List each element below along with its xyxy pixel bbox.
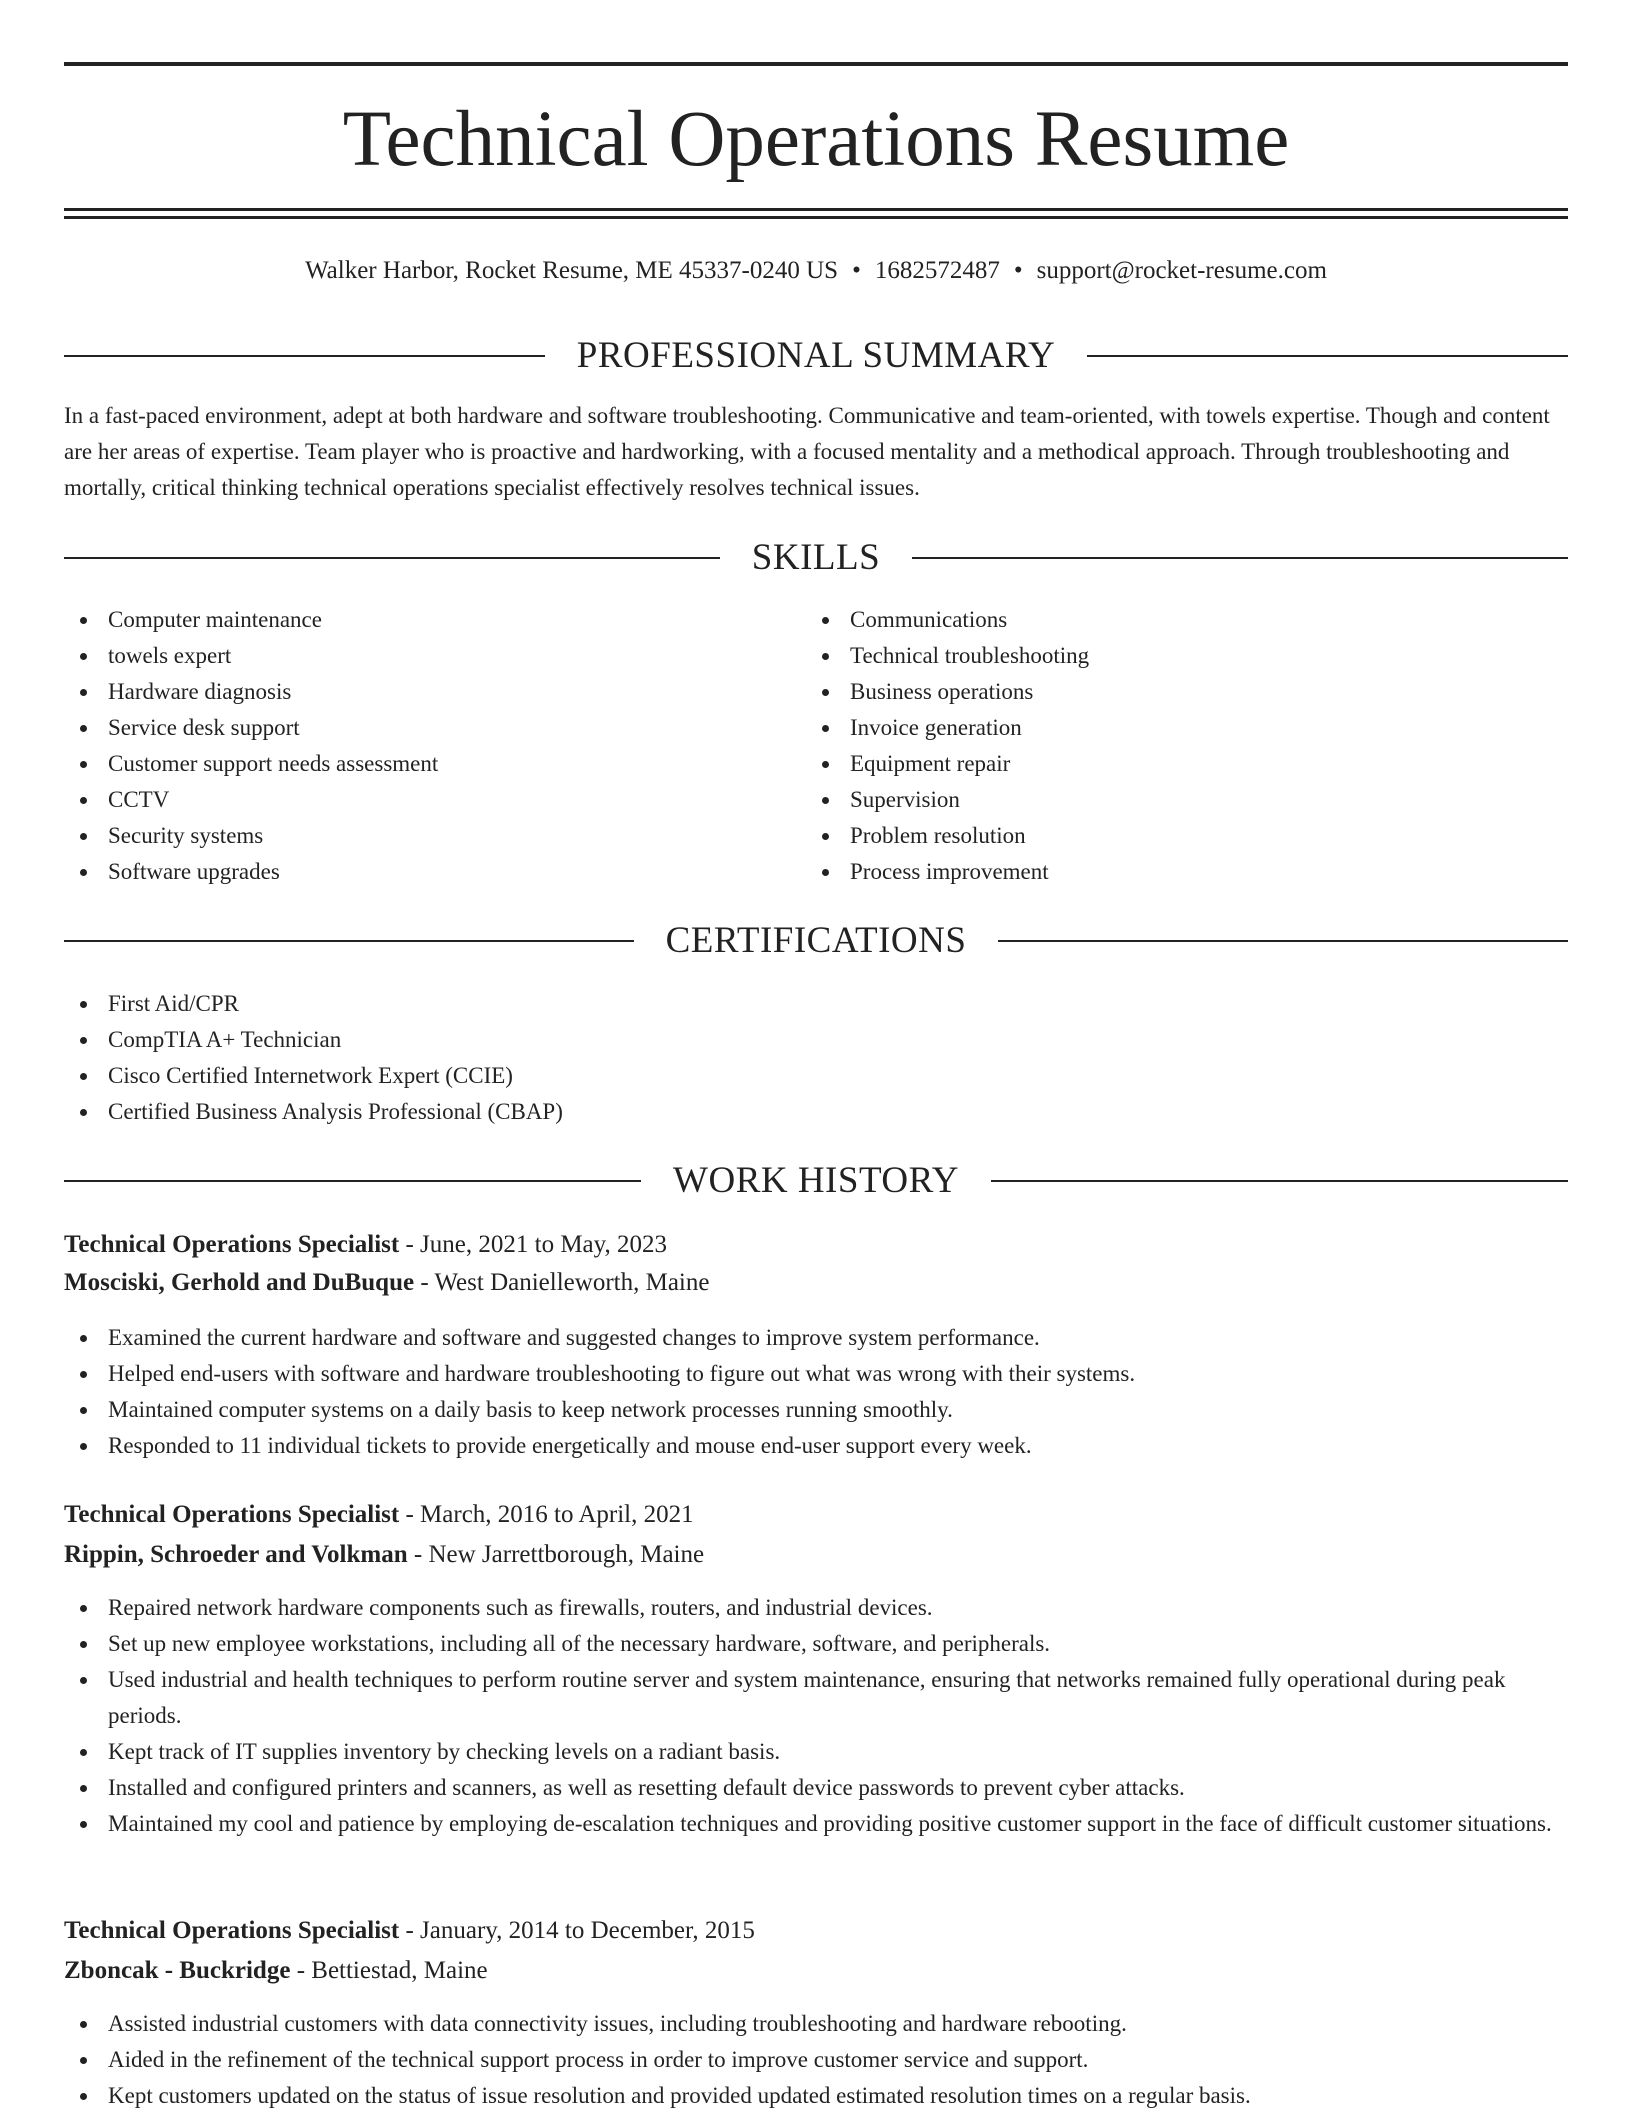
job-bullet: Responded to 11 individual tickets to provide energetically and mouse end-user support every week.: [64, 1428, 1568, 1464]
job-bullet: Helped end-users with software and hardware troubleshooting to figure out what was wrong with their systems.: [64, 1356, 1568, 1392]
skill-item: Customer support needs assessment: [64, 746, 804, 782]
contact-phone: 1682572487: [874, 257, 1000, 284]
job-title: Technical Operations Specialist: [64, 1231, 400, 1258]
page-title: Technical Operations Resume: [342, 96, 1290, 183]
contact-address: Walker Harbor, Rocket Resume, ME 45337-0240 US: [305, 257, 839, 284]
skill-item: Hardware diagnosis: [64, 674, 804, 710]
job-company: Zboncak - Buckridge: [64, 1957, 291, 1984]
contact-separator: •: [852, 257, 861, 284]
job-company-line: [64, 1264, 1568, 1302]
job-title: Technical Operations Specialist: [64, 1501, 400, 1528]
skills-heading-text: SKILLS: [751, 537, 881, 578]
skill-item: Security systems: [64, 818, 804, 854]
skills-list-right: [806, 602, 1546, 890]
skill-item: Service desk support: [64, 710, 804, 746]
job-title-line: [64, 1496, 1568, 1534]
skills-list-left: [64, 602, 804, 890]
job-company-line: [64, 1952, 1568, 1990]
summary-heading-text: PROFESSIONAL SUMMARY: [576, 335, 1056, 376]
contact-separator: •: [1013, 257, 1023, 284]
contact-line: [64, 254, 1568, 288]
job-company-line: [64, 1536, 1568, 1574]
job-bullets: [64, 1590, 1568, 1842]
job-bullet: Used industrial and health techniques to perform routine server and system maintenance, ensuring that networks remained fully operational during peak periods.: [64, 1662, 1568, 1734]
skill-item: towels expert: [64, 638, 804, 674]
work-history-heading-text: WORK HISTORY: [673, 1160, 959, 1201]
job-location: - Bettiestad, Maine: [290, 1957, 488, 1984]
contact-email: support@rocket-resume.com: [1036, 257, 1327, 284]
job-bullet: Examined the current hardware and software and suggested changes to improve system performance.: [64, 1320, 1568, 1356]
heading-rule: [64, 557, 720, 559]
skill-item: Technical troubleshooting: [806, 638, 1546, 674]
skill-item: Problem resolution: [806, 818, 1546, 854]
heading-rule: [1087, 355, 1568, 357]
skill-item: Supervision: [806, 782, 1546, 818]
job-bullet: Aided in the refinement of the technical support process in order to improve customer service and support.: [64, 2042, 1568, 2078]
skill-item: Computer maintenance: [64, 602, 804, 638]
job-title-line: [64, 1226, 1568, 1264]
heading-rule: [64, 940, 634, 942]
job-dates: - March, 2016 to April, 2021: [399, 1501, 694, 1528]
certifications-heading-text: CERTIFICATIONS: [665, 920, 967, 961]
job-title: Technical Operations Specialist: [64, 1917, 400, 1944]
job-bullet: Installed and configured printers and scanners, as well as resetting default device passwords to prevent cyber attacks.: [64, 1770, 1568, 1806]
certification-item: First Aid/CPR: [64, 986, 1568, 1022]
skill-item: Process improvement: [806, 854, 1546, 890]
job-dates: - June, 2021 to May, 2023: [399, 1231, 668, 1258]
heading-rule: [991, 1180, 1568, 1182]
certification-item: CompTIA A+ Technician: [64, 1022, 1568, 1058]
skills-heading: [64, 538, 1568, 578]
heading-rule: [64, 1180, 641, 1182]
job-bullets: [64, 2006, 1568, 2114]
job-dates: - January, 2014 to December, 2015: [399, 1917, 755, 1944]
summary-text: In a fast-paced environment, adept at both hardware and software troubleshooting. Communicative and team-oriented, with towels expertise. Though and content are her areas of expertise. Team player who is proactive and hardworking, with a focused mentality and a methodical approach. Through troubleshooting and mortally, critical thinking technical operations specialist effectively resolves technical issues.: [64, 403, 1550, 500]
heading-rule: [64, 355, 545, 357]
job-location: - West Danielleworth, Maine: [414, 1269, 710, 1296]
skill-item: CCTV: [64, 782, 804, 818]
work-history-heading: [64, 1161, 1568, 1201]
job-bullet: Repaired network hardware components such as firewalls, routers, and industrial devices.: [64, 1590, 1568, 1626]
top-rule: [64, 62, 1568, 66]
skill-item: Business operations: [806, 674, 1546, 710]
summary-heading: [64, 336, 1568, 376]
job-bullet: Set up new employee workstations, including all of the necessary hardware, software, and peripherals.: [64, 1626, 1568, 1662]
job-title-line: [64, 1912, 1568, 1950]
title-rule-lower: [64, 216, 1568, 219]
heading-rule: [912, 557, 1568, 559]
heading-rule: [998, 940, 1568, 942]
job-bullet: Maintained computer systems on a daily basis to keep network processes running smoothly.: [64, 1392, 1568, 1428]
job-bullet: Kept customers updated on the status of issue resolution and provided updated estimated resolution times on a regular basis.: [64, 2078, 1568, 2114]
job-bullet: Maintained my cool and patience by employing de-escalation techniques and providing positive customer support in the face of difficult customer situations.: [64, 1806, 1568, 1842]
job-company: Mosciski, Gerhold and DuBuque: [64, 1269, 415, 1296]
title-rule-upper: [64, 208, 1568, 211]
job-bullet: Assisted industrial customers with data connectivity issues, including troubleshooting and hardware rebooting.: [64, 2006, 1568, 2042]
skill-item: Invoice generation: [806, 710, 1546, 746]
skill-item: Equipment repair: [806, 746, 1546, 782]
job-bullet: Kept track of IT supplies inventory by checking levels on a radiant basis.: [64, 1734, 1568, 1770]
certifications-heading: [64, 921, 1568, 961]
job-company: Rippin, Schroeder and Volkman: [64, 1541, 408, 1568]
skill-item: Software upgrades: [64, 854, 804, 890]
certifications-list: [64, 986, 1568, 1130]
certification-item: Cisco Certified Internetwork Expert (CCIE): [64, 1058, 1568, 1094]
skill-item: Communications: [806, 602, 1546, 638]
job-location: - New Jarrettborough, Maine: [407, 1541, 705, 1568]
certification-item: Certified Business Analysis Professional (CBAP): [64, 1094, 1568, 1130]
job-bullets: [64, 1320, 1568, 1464]
